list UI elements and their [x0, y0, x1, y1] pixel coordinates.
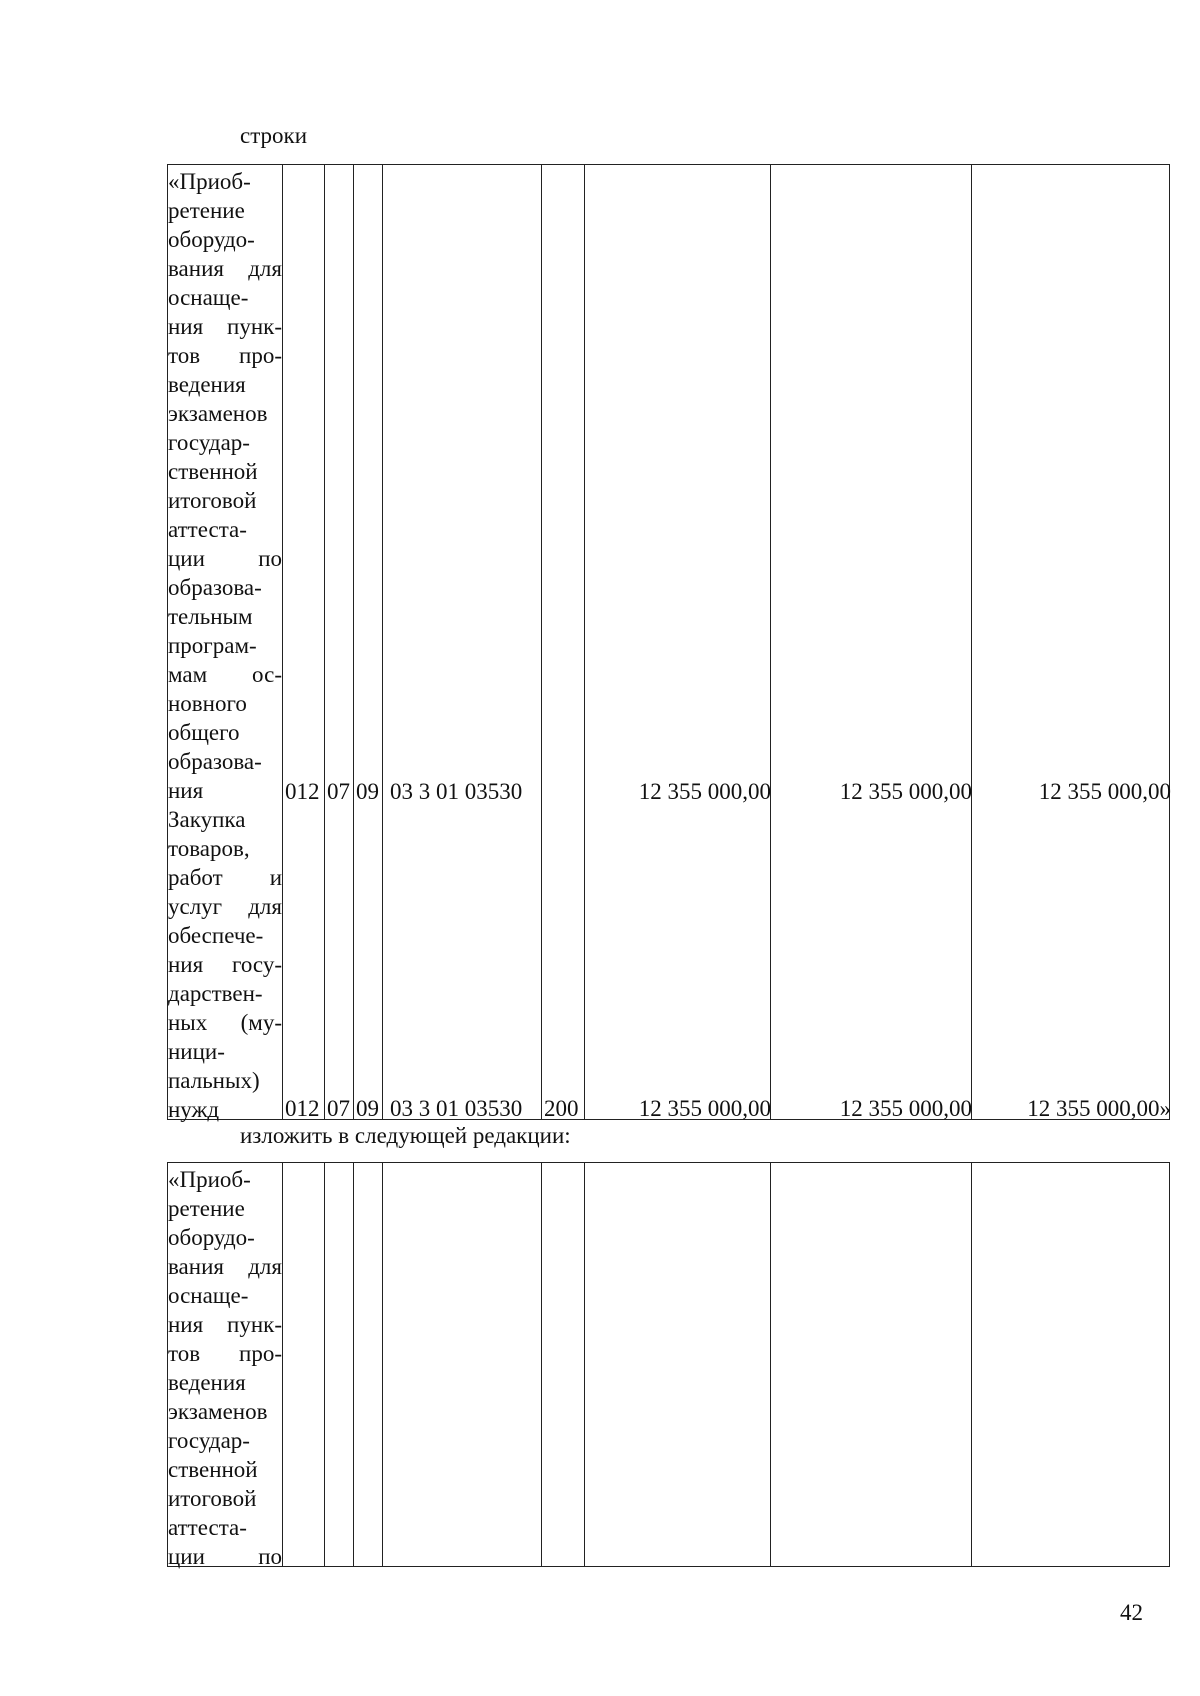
- description-line: обеспече-: [168, 923, 264, 948]
- description-line: оснаще-: [168, 1283, 249, 1308]
- description-line: ния пунк-: [168, 1312, 282, 1337]
- description-line: итоговой: [168, 1486, 257, 1511]
- description-line: услуг для: [168, 894, 282, 919]
- description-line: ственной: [168, 1457, 258, 1482]
- description-line: «Приоб-: [168, 1167, 251, 1192]
- amount-year-1: 12 355 000,00: [638, 1096, 771, 1121]
- description-line: вания для: [168, 256, 282, 281]
- description-line: ных (му-: [168, 1010, 282, 1035]
- description-line: работ и: [168, 865, 282, 890]
- description-line: товаров,: [168, 836, 250, 861]
- description-line: государ-: [168, 430, 250, 455]
- row-description: [168, 167, 282, 1124]
- description-line: тов про-: [168, 1341, 282, 1366]
- code-target-article: 03 3 01 03530: [390, 779, 523, 804]
- description-line: тов про-: [168, 343, 282, 368]
- code-section: 07: [327, 779, 350, 804]
- description-line: ници-: [168, 1039, 225, 1064]
- description-line: оборудо-: [168, 1225, 255, 1250]
- description-line: вания для: [168, 1254, 282, 1279]
- description-line: новного: [168, 691, 247, 716]
- intro-label: строки: [240, 123, 308, 148]
- code-main-manager: 012: [285, 1096, 320, 1121]
- description-line: ственной: [168, 459, 258, 484]
- description-line: итоговой: [168, 488, 257, 513]
- description-line: образова-: [168, 575, 262, 600]
- description-line: аттеста-: [168, 517, 247, 542]
- amount-year-2: 12 355 000,00: [839, 1096, 972, 1121]
- page-number: 42: [1120, 1600, 1143, 1625]
- description-line: ретение: [168, 1196, 245, 1221]
- code-section: 07: [327, 1096, 350, 1121]
- description-line: экзаменов: [168, 1399, 268, 1424]
- description-line: Закупка: [168, 807, 246, 832]
- description-line: государ-: [168, 1428, 250, 1453]
- description-line: ции по: [168, 1544, 282, 1569]
- code-subsection: 09: [356, 1096, 379, 1121]
- description-line: тельным: [168, 604, 253, 629]
- old-budget-table: [167, 164, 1170, 1120]
- description-line: ния госу-: [168, 952, 282, 977]
- description-line: мам ос-: [168, 662, 282, 687]
- code-expense-type: 200: [544, 1096, 579, 1121]
- description-line: оснаще-: [168, 285, 249, 310]
- amount-year-3: 12 355 000,00»: [1027, 1096, 1171, 1121]
- description-line: ния: [168, 778, 204, 803]
- amount-year-3: 12 355 000,00: [1038, 779, 1171, 804]
- row-description: [168, 1165, 282, 1571]
- new-budget-table: [167, 1162, 1170, 1567]
- description-line: общего: [168, 720, 240, 745]
- description-line: нужд: [168, 1097, 220, 1122]
- description-line: ведения: [168, 1370, 246, 1395]
- description-line: ции по: [168, 546, 282, 571]
- description-line: дарствен-: [168, 981, 263, 1006]
- code-main-manager: 012: [285, 779, 320, 804]
- description-line: програм-: [168, 633, 257, 658]
- description-line: пальных): [168, 1068, 260, 1093]
- description-line: образова-: [168, 749, 262, 774]
- description-line: «Приоб-: [168, 169, 251, 194]
- description-line: оборудо-: [168, 227, 255, 252]
- description-line: аттеста-: [168, 1515, 247, 1540]
- description-line: ведения: [168, 372, 246, 397]
- description-line: ния пунк-: [168, 314, 282, 339]
- middle-label: изложить в следующей редакции:: [240, 1123, 571, 1148]
- amount-year-1: 12 355 000,00: [638, 779, 771, 804]
- description-line: ретение: [168, 198, 245, 223]
- code-subsection: 09: [356, 779, 379, 804]
- description-line: экзаменов: [168, 401, 268, 426]
- code-target-article: 03 3 01 03530: [390, 1096, 523, 1121]
- amount-year-2: 12 355 000,00: [839, 779, 972, 804]
